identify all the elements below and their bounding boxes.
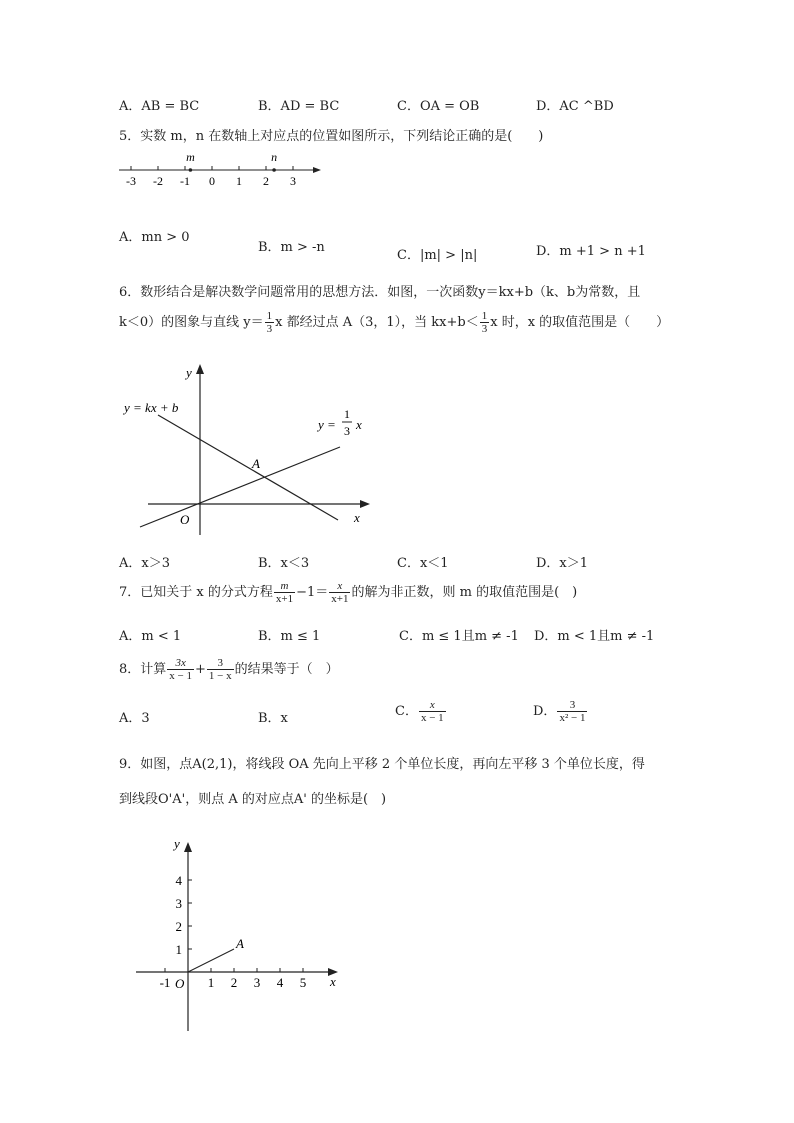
frac-numerator: 3 bbox=[557, 699, 587, 712]
q9-origin-label: O bbox=[175, 976, 185, 991]
number-line-tick-label: 0 bbox=[209, 174, 215, 188]
q9-x-tick-label: -1 bbox=[159, 975, 171, 990]
q5-option-a[interactable]: A．mn > 0 bbox=[119, 230, 190, 245]
q9-x-tick-label: 2 bbox=[230, 975, 238, 990]
q7-option-d[interactable]: D．m < 1且m ≠ -1 bbox=[534, 629, 655, 644]
number-line-point-n bbox=[272, 168, 276, 172]
q8-option-c[interactable] bbox=[395, 697, 447, 727]
q9-stem-line2: 到线段O'A'，则点 A 的对应点A' 的坐标是( ) bbox=[119, 792, 387, 807]
frac-numerator: x bbox=[329, 580, 350, 593]
number-line-point-label: m bbox=[186, 150, 195, 164]
q6-stem-part-a: k＜0）的图象与直线 y＝ bbox=[119, 315, 264, 330]
frac-denominator: x² − 1 bbox=[559, 712, 586, 724]
frac-numerator: 1 bbox=[481, 310, 488, 322]
q8-option-c-label: C． bbox=[395, 704, 418, 719]
q8-fraction-1 bbox=[167, 657, 194, 682]
q8-option-d[interactable] bbox=[533, 697, 588, 727]
frac-numerator: 1 bbox=[266, 310, 273, 322]
q9-x-tick-label: 1 bbox=[207, 975, 215, 990]
number-line-point-label: n bbox=[271, 150, 278, 164]
q7-option-b[interactable]: B．m ≤ 1 bbox=[258, 629, 321, 644]
q9-point-a-label: A bbox=[236, 936, 244, 951]
frac-denominator: 3 bbox=[481, 323, 488, 335]
q6-line1-label: y = kx + b bbox=[124, 400, 179, 415]
q4-option-d[interactable]: D．AC ^BD bbox=[536, 99, 614, 114]
number-line-tick-label: 1 bbox=[236, 174, 242, 188]
number-line-tick-label: -1 bbox=[180, 174, 190, 188]
q5-option-c[interactable]: C．|m| > |n| bbox=[397, 248, 478, 263]
number-line-tick-label: -2 bbox=[153, 174, 163, 188]
q8-stem bbox=[119, 655, 339, 685]
q6-origin-label: O bbox=[180, 512, 190, 527]
q7-option-c[interactable]: C．m ≤ 1且m ≠ -1 bbox=[399, 629, 519, 644]
q7-stem-mid: −1＝ bbox=[296, 585, 329, 600]
q6-option-d[interactable]: D．x＞1 bbox=[536, 556, 589, 571]
frac-numerator: x bbox=[419, 699, 446, 712]
q6-graph bbox=[118, 360, 380, 540]
q9-x-label: x bbox=[330, 974, 336, 989]
q9-y-tick-label: 4 bbox=[175, 873, 182, 888]
q7-fraction-1 bbox=[274, 580, 295, 605]
q9-x-tick-label: 4 bbox=[276, 975, 284, 990]
q8-stem-part-b: 的结果等于（ ） bbox=[234, 662, 339, 677]
q9-y-tick-label: 3 bbox=[175, 896, 182, 911]
frac-denominator: x+1 bbox=[275, 593, 294, 605]
q9-stem-line1: 9．如图，点A(2,1)，将线段 OA 先向上平移 2 个单位长度，再向左平移 3 个单位长度，得 bbox=[119, 757, 645, 772]
q8-option-a[interactable]: A．3 bbox=[119, 711, 150, 726]
q7-stem-part-a: 7．已知关于 x 的分式方程 bbox=[119, 585, 273, 600]
frac-denominator: x − 1 bbox=[169, 670, 192, 682]
q9-x-tick-label: 5 bbox=[299, 975, 307, 990]
q9-graph bbox=[128, 836, 348, 1036]
q6-point-a-label: A bbox=[252, 456, 260, 471]
q6-stem-part-b: x 都经过点 A（3，1），当 kx+b＜ bbox=[275, 315, 479, 330]
q6-stem-part-c: x 时，x 的取值范围是（ ） bbox=[490, 315, 670, 330]
q6-line2-frac-den: 3 bbox=[344, 424, 350, 438]
q6-line2-label-prefix: y = bbox=[318, 417, 336, 432]
q6-fraction-one-third bbox=[265, 310, 275, 335]
q8-option-d-label: D． bbox=[533, 704, 557, 719]
q8-option-d-fraction bbox=[557, 699, 587, 724]
q6-y-label: y bbox=[186, 365, 192, 380]
q6-option-a[interactable]: A．x＞3 bbox=[119, 556, 170, 571]
q6-x-label: x bbox=[354, 510, 360, 525]
number-line-point-m bbox=[189, 168, 193, 172]
q6-option-b[interactable]: B．x＜3 bbox=[258, 556, 310, 571]
frac-denominator: 3 bbox=[266, 323, 273, 335]
q5-option-d[interactable]: D．m +1 > n +1 bbox=[536, 244, 646, 259]
q5-stem: 5．实数 m，n 在数轴上对应点的位置如图所示，下列结论正确的是( ) bbox=[119, 129, 544, 144]
q6-fraction-one-third-2 bbox=[480, 310, 490, 335]
frac-denominator: x − 1 bbox=[420, 712, 444, 724]
q6-line2-label-suffix: x bbox=[356, 417, 362, 432]
q9-x-tick-label: 3 bbox=[253, 975, 261, 990]
frac-numerator: 3x bbox=[167, 657, 194, 670]
q6-stem-line1: 6．数形结合是解决数学问题常用的思想方法．如图，一次函数y＝kx+b（k、b为常数，且 bbox=[119, 285, 641, 300]
q8-stem-part-a: 8．计算 bbox=[119, 662, 167, 677]
q6-line2-frac-num: 1 bbox=[344, 407, 350, 421]
q5-number-line bbox=[115, 148, 330, 190]
q6-stem-line2 bbox=[119, 308, 669, 338]
q7-fraction-2 bbox=[329, 580, 350, 605]
q8-option-b[interactable]: B．x bbox=[258, 711, 288, 726]
q5-option-b[interactable]: B．m > -n bbox=[258, 240, 325, 255]
frac-numerator: m bbox=[274, 580, 295, 593]
q7-stem bbox=[119, 578, 577, 608]
q6-line-one-third-x bbox=[140, 447, 340, 527]
number-line-tick-label: 2 bbox=[263, 174, 269, 188]
q4-option-a[interactable]: A．AB = BC bbox=[119, 99, 200, 114]
q4-option-c[interactable]: C．OA = OB bbox=[397, 99, 480, 114]
frac-denominator: 1 − x bbox=[208, 670, 232, 682]
q9-y-tick-label: 2 bbox=[175, 919, 182, 934]
q7-stem-part-b: 的解为非正数，则 m 的取值范围是( ) bbox=[351, 585, 578, 600]
number-line-tick-label: 3 bbox=[290, 174, 296, 188]
number-line-tick-label: -3 bbox=[126, 174, 136, 188]
q4-option-b[interactable]: B．AD = BC bbox=[258, 99, 340, 114]
q7-option-a[interactable]: A．m < 1 bbox=[119, 629, 182, 644]
q6-option-c[interactable]: C．x＜1 bbox=[397, 556, 449, 571]
q9-y-label: y bbox=[174, 836, 180, 851]
q8-option-c-fraction bbox=[419, 699, 446, 724]
q9-y-tick-label: 1 bbox=[175, 942, 182, 957]
q8-fraction-2 bbox=[207, 657, 234, 682]
frac-numerator: 3 bbox=[207, 657, 234, 670]
frac-denominator: x+1 bbox=[331, 593, 349, 605]
q8-plus: + bbox=[195, 662, 206, 677]
